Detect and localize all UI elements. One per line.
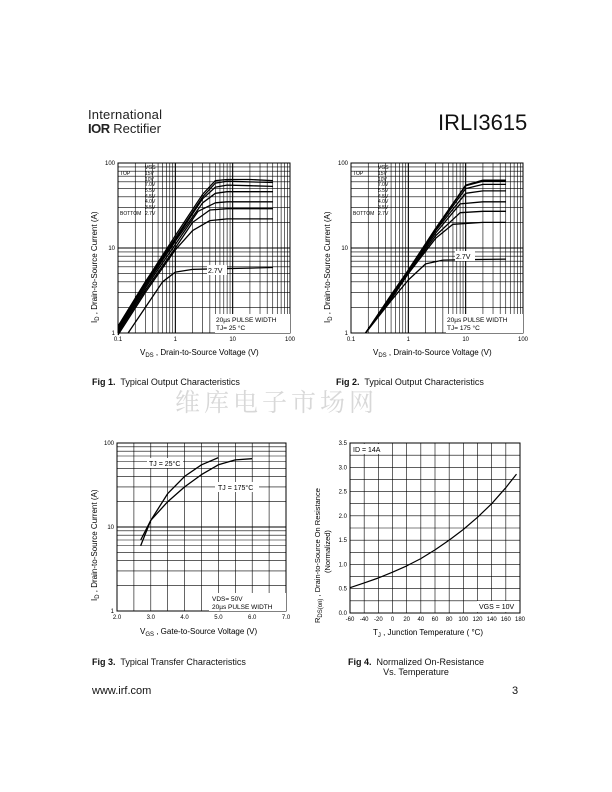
fig3-x-tick-label: 4.0 [180,615,189,621]
fig3-note-pulse: 20µs PULSE WIDTH [212,604,273,611]
fig1-legend-value: 7.0V [145,182,156,188]
fig2-legend-value: 3.5V [378,205,389,211]
fig3-y-axis-label: $I_D$ , Drain-to-Source Current (A) [90,489,101,601]
fig3-note-vds: VDS= 50V [212,596,243,603]
fig4-x-tick-label: 180 [514,617,526,623]
page-number: 3 [512,685,519,697]
fig1-series-10v [118,181,273,326]
fig4-caption-number: Fig 4. [347,657,372,667]
fig1-caption-text: Typical Output Characteristics [120,377,240,387]
fig2-legend-value: 7.0V [378,182,389,188]
fig1-x-tick-label: 100 [284,337,296,343]
fig4-y-tick-label: 2.0 [338,513,347,520]
company-name-rectifier: Rectifier [113,121,161,136]
fig2-caption [336,377,484,387]
fig4-y-tick-label: 1.0 [338,562,347,569]
fig2-x-tick-label: 100 [517,337,529,343]
fig4-x-tick-label: 0 [390,617,395,623]
fig4-x-tick-label: 60 [431,617,439,623]
fig1-legend-value: 15V [145,171,154,177]
fig1-y-tick-label: 100 [104,161,115,167]
fig1-y-tick-label: 10 [108,246,115,252]
fig4-x-tick-label: 160 [500,617,511,623]
fig2-note-temp: TJ= 175 °C [447,325,480,332]
fig4-x-tick-label: 80 [445,617,453,623]
fig1-x-tick-label: 0.1 [113,337,123,343]
fig3-y-tick-label: 1 [110,609,114,615]
fig1-x-tick-label: 10 [229,337,237,343]
fig4-x-tick-label: 120 [472,617,483,623]
fig3-y-tick-label: 10 [107,525,114,531]
fig2-x-tick-label: 10 [462,337,470,343]
fig2-legend-top: TOP [353,171,364,177]
fig3-caption-text: Typical Transfer Characteristics [120,657,246,667]
fig3-x-tick-label: 3.0 [146,615,155,621]
company-logo [88,121,161,136]
fig2-legend-bottom: BOTTOM [353,211,375,217]
fig3-chart [85,433,305,643]
fig1-y-axis-label: $I_D$ , Drain-to-Source Current (A) [90,211,101,323]
fig4-chart [310,433,540,643]
fig2-caption-text: Typical Output Characteristics [364,377,484,387]
fig1-curve-label: 2.7V [208,268,223,275]
fig2-x-tick-label: 1 [406,337,411,343]
fig2-legend-value: 4.0V [378,199,389,205]
fig1-legend-head: VGS [145,165,156,171]
fig4-y-tick-label: 0.5 [338,586,347,593]
fig3-x-tick-label: 2.0 [112,615,122,621]
fig2-legend-head: VGS [378,165,389,171]
fig4-label-vgs: VGS = 10V [479,604,515,611]
fig4-x-tick-label: 140 [486,617,497,623]
fig1-legend-value: 4.5V [145,194,156,200]
fig2-legend [353,165,389,217]
fig3-x-tick-label: 6.0 [248,615,257,621]
fig2-legend-value: 15V [378,171,387,177]
fig2-legend-value: 4.5V [378,194,389,200]
fig2-caption-number: Fig 2. [336,377,360,387]
fig2-x-axis-label: $V_{DS}$ , Drain-to-Source Voltage (V) [373,348,492,359]
fig1-legend-bottom: BOTTOM [120,211,142,217]
fig1-chart [85,155,305,365]
fig4-caption-text: Normalized On-Resistance [376,657,485,667]
fig3-caption [92,657,246,667]
fig2-legend-value: 2.7V [378,211,389,217]
fig4-y-tick-label: 1.5 [338,538,347,545]
fig4-y-tick-label: 2.5 [338,489,347,496]
fig4-label-id: ID = 14A [353,447,381,454]
fig4-y-tick-label: 3.0 [338,465,347,472]
fig1-legend-value: 10V [145,177,154,183]
fig3-label-175c: TJ = 175°C [218,485,254,492]
company-logo-mark: IOR [88,121,110,136]
fig4-x-tick-label: 40 [417,617,425,623]
fig2-y-tick-label: 10 [341,246,348,252]
fig3-x-axis-label: $V_{GS}$ , Gate-to-Source Voltage (V) [140,627,258,638]
fig1-legend-value: 2.7V [145,211,156,217]
fig1-x-axis-label: $V_{DS}$ , Drain-to-Source Voltage (V) [140,348,259,359]
fig4-y-axis-label-2: (Normalized) [323,530,332,573]
watermark: 维库电子市场网 [175,388,379,417]
fig4-y-tick-label: 3.5 [338,441,347,447]
fig4-x-axis-label: $T_J$ , Junction Temperature ( °C) [373,628,484,639]
fig1-legend-value: 4.0V [145,199,156,205]
fig3-caption-number: Fig 3. [92,657,116,667]
fig2-legend-value: 10V [378,177,387,183]
fig2-note-pulse: 20µs PULSE WIDTH [447,317,508,324]
fig1-caption [92,377,240,387]
fig4-x-tick-label: -40 [359,617,369,623]
fig1-note-pulse: 20µs PULSE WIDTH [216,317,277,324]
fig1-caption-number: Fig 1. [92,377,116,387]
fig1-legend [120,165,156,217]
fig2-legend-value: 5.5V [378,188,389,194]
fig3-x-tick-label: 5.0 [214,615,223,621]
fig3-y-tick-label: 100 [103,441,114,447]
fig4-caption [346,657,486,677]
fig2-x-tick-label: 0.1 [346,337,356,343]
fig2-curve-label: 2.7V [456,254,471,261]
fig4-y-tick-label: 0.0 [338,611,347,617]
fig2-y-tick-label: 100 [337,161,348,167]
fig4-x-tick-label: -20 [373,617,383,623]
fig3-x-tick-label: 7.0 [281,615,291,621]
fig1-x-tick-label: 1 [173,337,178,343]
fig1-legend-top: TOP [120,171,131,177]
part-number: IRLI3615 [438,110,528,135]
fig4-x-tick-label: 100 [458,617,469,623]
fig4-y-axis-label: $R_{DS(on)}$ , Drain-to-Source On Resistance [313,488,324,623]
fig3-label-25c: TJ = 25°C [149,461,181,468]
fig4-caption-text-2: Vs. Temperature [383,667,449,677]
fig1-legend-value: 5.5V [145,188,156,194]
fig2-y-axis-label: $I_D$ , Drain-to-Source Current (A) [323,211,334,323]
fig1-legend-value: 3.5V [145,205,156,211]
footer-url: www.irf.com [92,685,152,697]
company-name: International [88,107,163,122]
fig4-x-tick-label: 20 [403,617,411,623]
fig2-chart [318,155,538,365]
fig2-y-tick-label: 1 [344,331,348,337]
fig1-note-temp: TJ= 25 °C [216,325,246,332]
fig4-x-tick-label: -60 [345,617,355,623]
fig1-y-tick-label: 1 [111,331,115,337]
